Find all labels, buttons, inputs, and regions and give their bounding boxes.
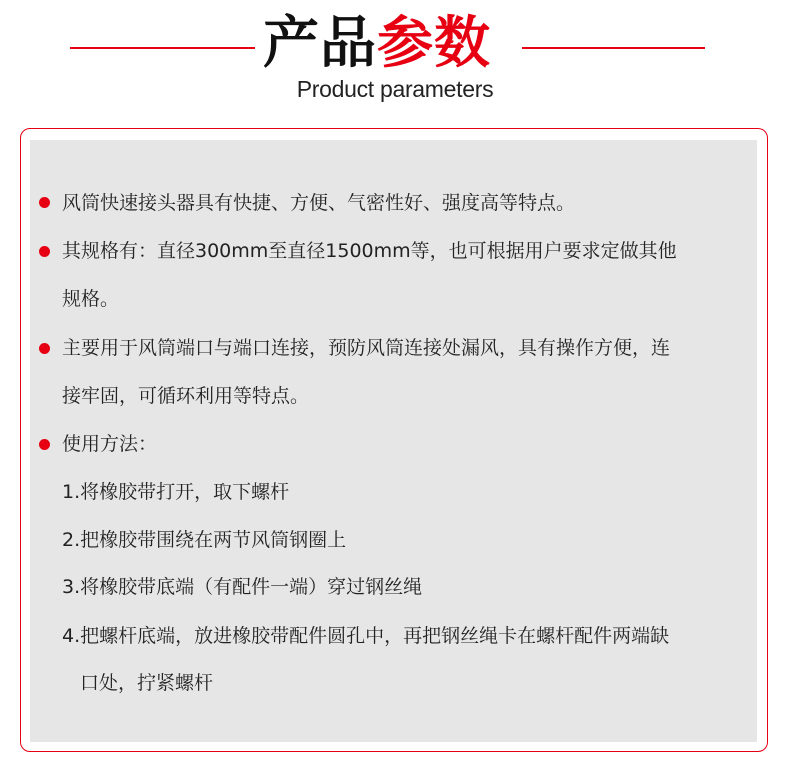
item-3-line-2: 接牢固，可循环利用等特点。 — [62, 385, 310, 407]
right-divider — [522, 47, 705, 49]
page-subtitle: Product parameters — [296, 76, 494, 102]
section-header — [0, 0, 790, 120]
item-2-line-2: 规格。 — [62, 288, 120, 310]
item-1-line-1: 风筒快速接头器具有快捷、方便、气密性好、强度高等特点。 — [62, 192, 576, 214]
step-1: 1.将橡胶带打开，取下螺杆 — [62, 481, 290, 503]
item-2-line-1: 其规格有：直径300mm至直径1500mm等，也可根据用户要求定做其他 — [62, 240, 677, 262]
step-2: 2.把橡胶带围绕在两节风筒钢圈上 — [62, 529, 347, 551]
bullet-icon — [39, 439, 50, 450]
step-4-line-2: 口处，拧紧螺杆 — [80, 672, 214, 694]
item-4-line-1: 使用方法： — [62, 433, 158, 455]
bullet-icon — [39, 246, 50, 257]
bullet-icon — [39, 343, 50, 354]
step-4-line-1: 4.把螺杆底端，放进橡胶带配件圆孔中，再把钢丝绳卡在螺杆配件两端缺 — [62, 625, 670, 647]
item-3-line-1: 主要用于风筒端口与端口连接，预防风筒连接处漏风，具有操作方便，连 — [62, 337, 671, 359]
parameters-card — [20, 128, 768, 752]
page-title — [263, 4, 527, 84]
left-divider — [70, 47, 255, 49]
title-black: 产品 — [263, 11, 377, 76]
bullet-icon — [39, 197, 50, 208]
step-3: 3.将橡胶带底端（有配件一端）穿过钢丝绳 — [62, 576, 423, 598]
parameters-panel — [30, 140, 757, 742]
title-red: 参数 — [377, 11, 491, 76]
